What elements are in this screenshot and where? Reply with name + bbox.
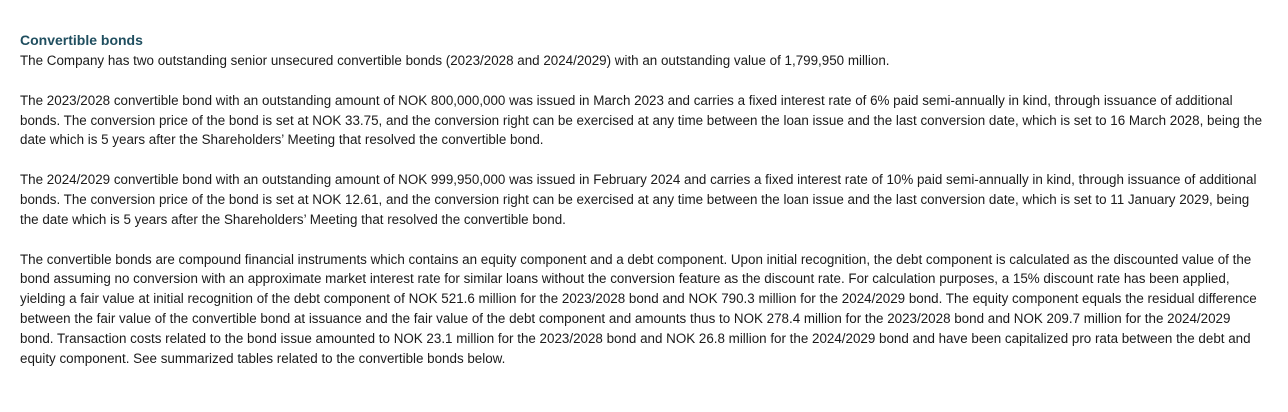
paragraph-intro: The Company has two outstanding senior unsecured convertible bonds (2023/2028 and 2024/2029) with an outstanding value of 1,799,950 million.	[20, 53, 890, 68]
paragraph-bond-2023-2028: The 2023/2028 convertible bond with an outstanding amount of NOK 800,000,000 was issued in March 2023 and carries a fixed interest rate of 6% paid semi-annually in kind, through issuance of additional bonds. The conversion price of the bond is set at NOK 33.75, and the conversion right can be exercised at any time between the loan issue and the last conversion date, which is set to 16 March 2028, being the date which is 5 years after the Shareholders’ Meeting that resolved the convertible bond.	[20, 92, 1263, 148]
section-heading: Convertible bonds	[20, 32, 143, 48]
paragraph-bond-2024-2029: The 2024/2029 convertible bond with an outstanding amount of NOK 999,950,000 was issued in February 2024 and carries a fixed interest rate of 10% paid semi-annually in kind, through issuance of additional bonds. The conversion price of the bond is set at NOK 12.61, and the conversion right can be exercised at any time between the loan issue and the last conversion date, which is set to 11 January 2029, being the date which is 5 years after the Shareholders’ Meeting that resolved the convertible bond.	[20, 172, 1257, 227]
paragraph-compound-instruments: The convertible bonds are compound financial instruments which contains an equity component and a debt component. Upon initial recognition, the debt component is calculated as the discounted value of the bond assuming no conversion with an approximate market interest rate for similar loans without the conversion feature as the discount rate. For calculation purposes, a 15% discount rate has been applied, yielding a fair value at initial recognition of the debt component of NOK 521.6 million for the 2023/2028 bond and NOK 790.3 million for the 2024/2029 bond. The equity component equals the residual difference between the fair value of the convertible bond at issuance and the fair value of the debt component and amounts thus to NOK 278.4 million for the 2023/2028 bond and NOK 209.7 million for the 2024/2029 bond. Transaction costs related to the bond issue amounted to NOK 23.1 million for the 2023/2028 bond and NOK 26.8 million for the 2024/2029 bond and have been capitalized pro rata between the debt and equity component. See summarized tables related to the convertible bonds below.	[20, 251, 1257, 366]
document-body	[20, 31, 1265, 368]
